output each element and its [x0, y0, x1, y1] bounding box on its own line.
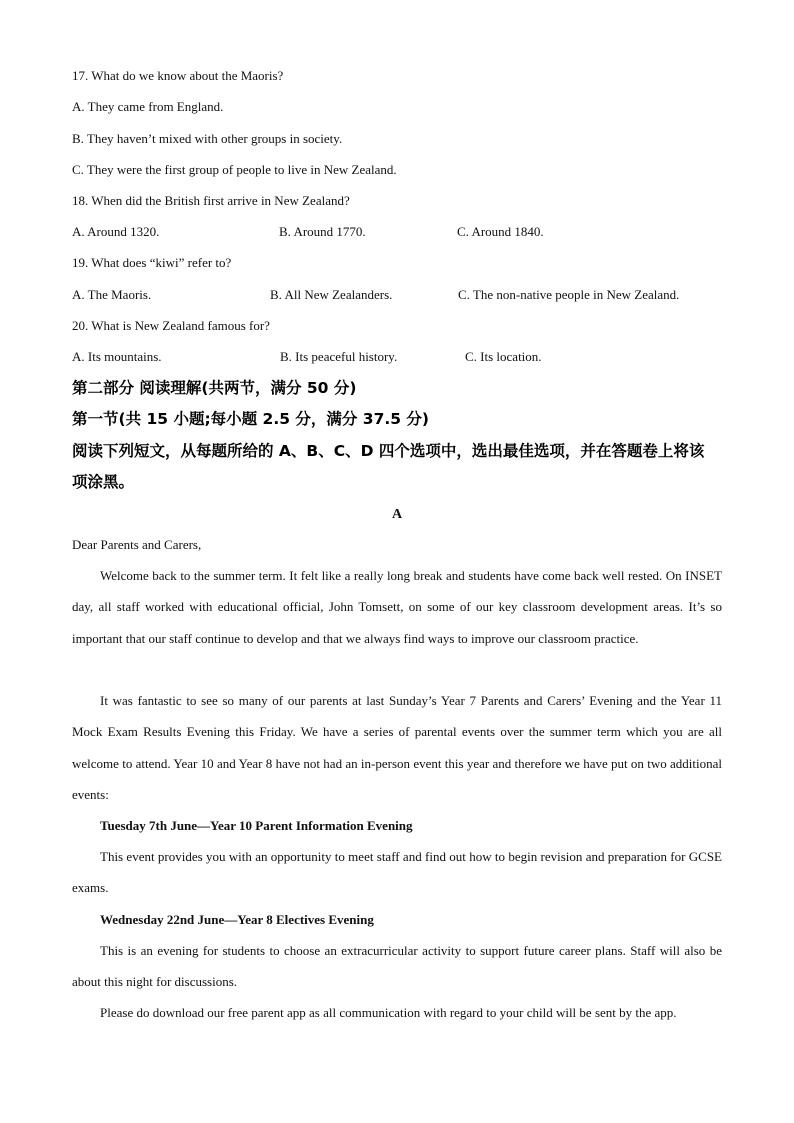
paragraph-2: It was fantastic to see so many of our parents at last Sunday’s Year 7 Parents and Carers’ Evening and the Year 11 Mock Exam Results Evening this Friday. We have a series of parental events over the summer term which you are all welcome to attend. Year 10 and Year 8 have not had an in-person event this year and therefore we have put on two additional events:: [72, 693, 722, 802]
question-17-option-b: B. They haven’t mixed with other groups in society.: [72, 131, 343, 146]
question-20-option-b: B. Its peaceful history.: [280, 349, 398, 364]
question-19-option-a: A. The Maoris.: [72, 287, 152, 302]
event-1-text: This event provides you with an opportunity to meet staff and find out how to begin revision and preparation for GCSE exams.: [72, 849, 722, 896]
event-2-text: This is an evening for students to choose an extracurricular activity to support future career plans. Staff will also be about this night for discussions.: [72, 943, 722, 990]
part-title: 第二部分 阅读理解(共两节，满分 50 分): [72, 379, 357, 397]
instruction-line-2: 项涂黑。: [72, 473, 135, 491]
question-17-option-a: A. They came from England.: [72, 99, 224, 114]
instruction-line-1: 阅读下列短文，从每题所给的 A、B、C、D 四个选项中，选出最佳选项，并在答题卷上将该: [72, 442, 705, 460]
passage-label: A: [391, 507, 403, 522]
event-1-title: Tuesday 7th June—Year 10 Parent Information Evening: [100, 818, 413, 833]
question-17-option-c: C. They were the first group of people to live in New Zealand.: [72, 162, 397, 177]
subsection-title: 第一节(共 15 小题;每小题 2.5 分，满分 37.5 分): [72, 410, 430, 428]
event-2-title: Wednesday 22nd June—Year 8 Electives Evening: [100, 912, 374, 927]
question-18-stem: 18. When did the British first arrive in New Zealand?: [72, 193, 350, 208]
question-19-option-c: C. The non-native people in New Zealand.: [458, 287, 680, 302]
question-17-stem: 17. What do we know about the Maoris?: [72, 68, 284, 83]
question-18-option-c: C. Around 1840.: [457, 224, 544, 239]
question-19-option-b: B. All New Zealanders.: [270, 287, 393, 302]
question-20-stem: 20. What is New Zealand famous for?: [72, 318, 270, 333]
question-19-stem: 19. What does “kiwi” refer to?: [72, 255, 232, 270]
salutation: Dear Parents and Carers,: [72, 537, 202, 552]
closing-paragraph: Please do download our free parent app as all communication with regard to your child will be sent by the app.: [100, 1005, 677, 1020]
question-20-option-c: C. Its location.: [465, 349, 542, 364]
question-18-option-a: A. Around 1320.: [72, 224, 160, 239]
question-20-option-a: A. Its mountains.: [72, 349, 162, 364]
question-18-option-b: B. Around 1770.: [279, 224, 366, 239]
paragraph-1: Welcome back to the summer term. It felt like a really long break and students have come back well rested. On INSET day, all staff worked with educational official, John Tomsett, on some of our key classroom development areas. It’s so important that our staff continue to develop and that we always find ways to improve our classroom practice.: [72, 568, 722, 646]
